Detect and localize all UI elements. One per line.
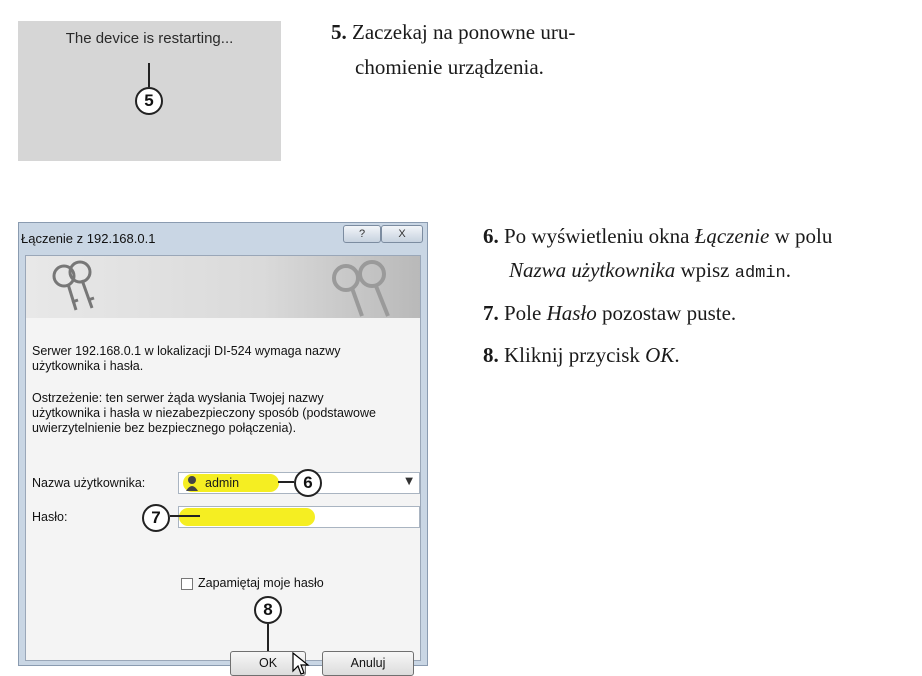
keys-icon bbox=[42, 258, 122, 318]
password-label: Hasło: bbox=[32, 510, 68, 524]
callout-7: 7 bbox=[142, 504, 170, 532]
step-6-text-e: wpisz bbox=[675, 258, 735, 282]
dialog-body bbox=[25, 255, 421, 670]
close-button[interactable]: X bbox=[381, 225, 423, 243]
password-highlight bbox=[179, 508, 315, 526]
step-8-text-a: Kliknij przycisk bbox=[504, 343, 646, 367]
step-7-number: 7. bbox=[483, 301, 499, 325]
step-5-number: 5. bbox=[331, 20, 347, 44]
step-8-text-c: . bbox=[674, 343, 680, 367]
step-7-text-a: Pole bbox=[504, 301, 547, 325]
chevron-down-icon[interactable]: ▼ bbox=[405, 476, 413, 487]
step-5-line1: Zaczekaj na ponowne uru- bbox=[352, 20, 576, 44]
step-8-text-b: OK bbox=[645, 343, 675, 367]
password-field[interactable] bbox=[178, 506, 420, 528]
step-5-text-line2: chomienie urządzenia. bbox=[355, 55, 544, 79]
ok-button[interactable]: OK bbox=[230, 651, 306, 676]
dialog-title: Łączenie z 192.168.0.1 bbox=[21, 231, 156, 246]
step-7-text-c: pozostaw puste. bbox=[596, 301, 737, 325]
step-6-line2 bbox=[509, 257, 791, 287]
step-8-number: 8. bbox=[483, 343, 499, 367]
server-message-line1: Serwer 192.168.0.1 w lokalizacji DI-524 wymaga nazwy bbox=[32, 344, 341, 358]
step-6-number: 6. bbox=[483, 224, 499, 248]
server-message bbox=[32, 344, 340, 374]
user-icon bbox=[185, 475, 199, 491]
step-6-text-f: admin bbox=[734, 264, 786, 283]
callout-6: 6 bbox=[294, 469, 322, 497]
server-message-line2: użytkownika i hasła. bbox=[32, 359, 144, 373]
keys-banner bbox=[26, 256, 420, 318]
keys-watermark-icon bbox=[316, 258, 406, 318]
username-value: admin bbox=[205, 476, 240, 490]
step-5-text bbox=[331, 19, 575, 45]
login-dialog bbox=[18, 222, 428, 670]
callout-8-line bbox=[267, 624, 269, 652]
step-6-text-c: w polu bbox=[769, 224, 833, 248]
restart-message: The device is restarting... bbox=[65, 30, 234, 47]
cancel-button[interactable]: Anuluj bbox=[322, 651, 414, 676]
remember-checkbox[interactable] bbox=[181, 578, 193, 590]
callout-7-line bbox=[170, 515, 200, 517]
step-7-text bbox=[483, 300, 736, 326]
step-6-text-d: Nazwa użytkownika bbox=[509, 258, 676, 282]
warning-line1: Ostrzeżenie: ten serwer żąda wysłania Twojej nazwy bbox=[32, 391, 324, 405]
restart-screenshot bbox=[18, 21, 281, 161]
help-button[interactable]: ? bbox=[343, 225, 381, 243]
mouse-cursor-icon bbox=[292, 652, 310, 676]
warning-line2: użytkownika i hasła w niezabezpieczony sposób (podstawowe bbox=[32, 406, 376, 420]
dialog-titlebar bbox=[19, 223, 427, 255]
callout-line bbox=[148, 63, 150, 87]
callout-5: 5 bbox=[135, 87, 163, 115]
callout-6-line bbox=[278, 481, 294, 483]
step-8-text bbox=[483, 342, 680, 368]
warning-line3: uwierzytelnienie bez bezpiecznego połączenia). bbox=[32, 421, 297, 435]
warning-message bbox=[32, 391, 376, 436]
step-6-text-b: Łączenie bbox=[694, 224, 770, 248]
remember-label: Zapamiętaj moje hasło bbox=[198, 576, 324, 590]
step-6-text-g: . bbox=[785, 258, 792, 282]
step-6-line1 bbox=[483, 223, 832, 249]
callout-8: 8 bbox=[254, 596, 282, 624]
username-label: Nazwa użytkownika: bbox=[32, 476, 146, 490]
step-6-text-a: Po wyświetleniu okna bbox=[504, 224, 695, 248]
step-7-text-b: Hasło bbox=[546, 301, 597, 325]
